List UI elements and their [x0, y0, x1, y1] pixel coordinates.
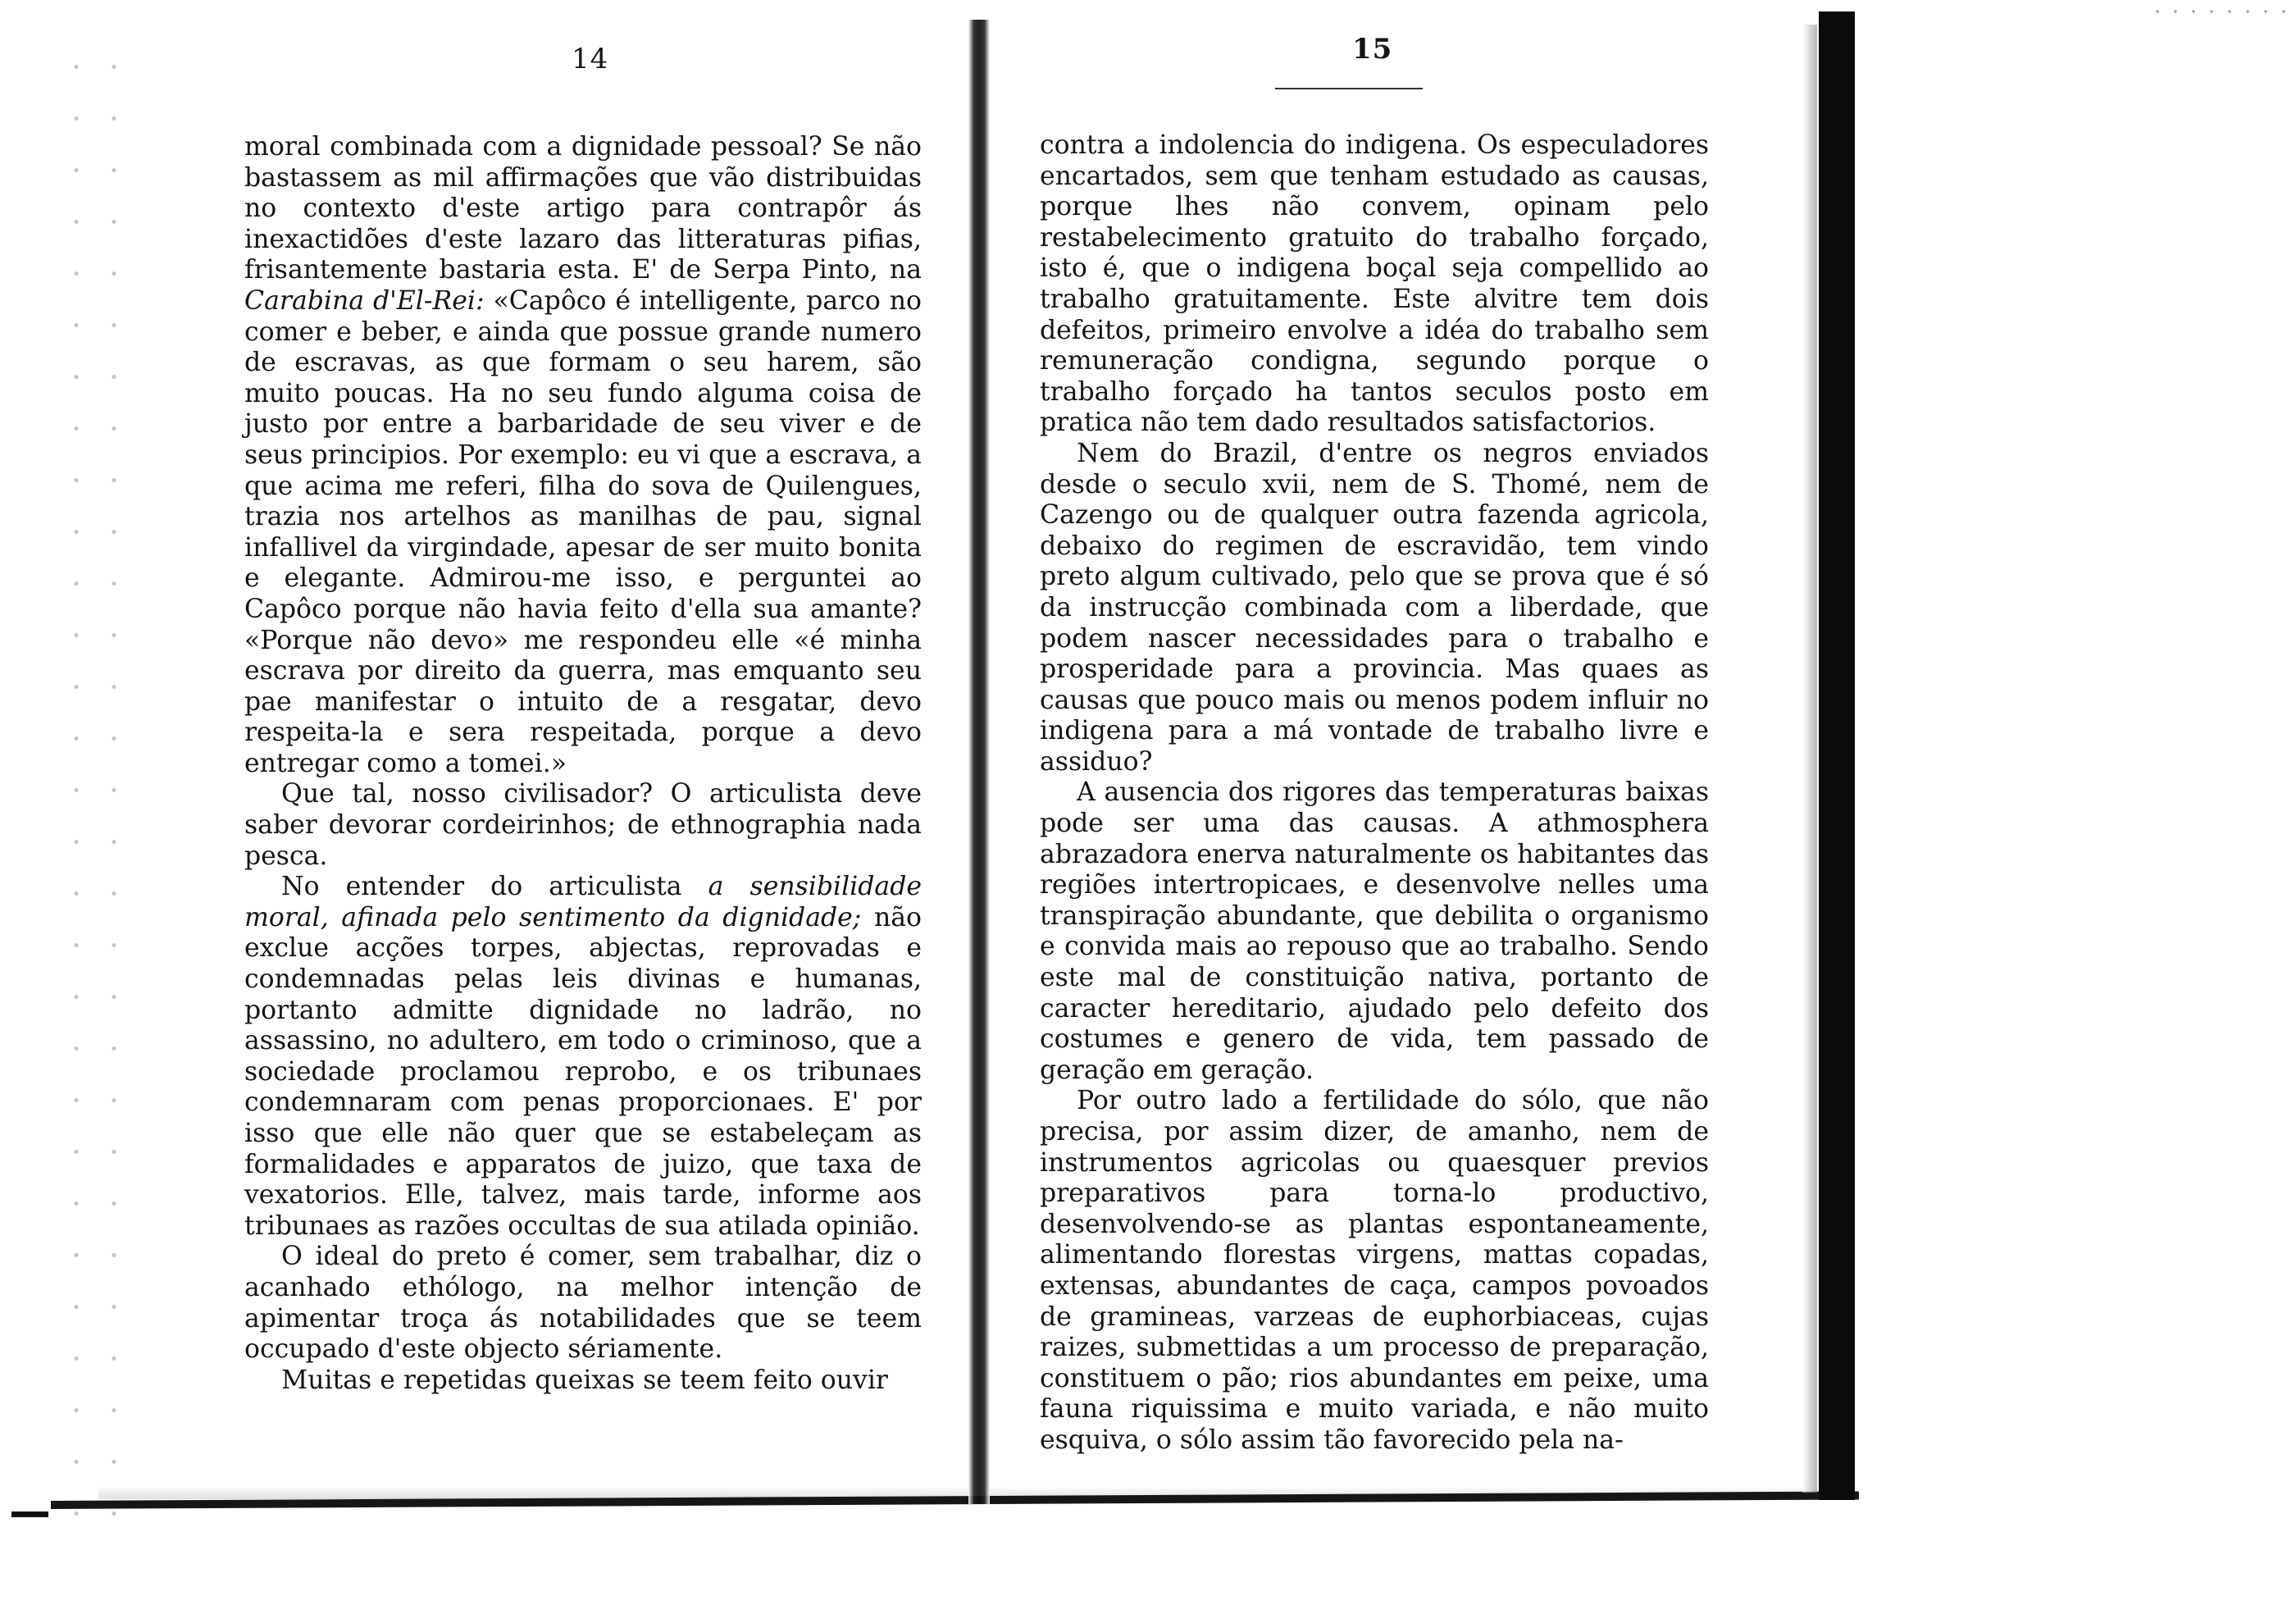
book-title: Carabina d'El-Rei:	[244, 285, 485, 316]
paragraph: O ideal do preto é comer, sem trabalhar, diz o acanhado ethólogo, na melhor intenção de apimentar troça ás notabilidades que se teem occupado d'este objecto sériamente.	[244, 1242, 922, 1365]
scan-edge-marks	[57, 41, 148, 1517]
paragraph: No entender do articulista a sensibilidade moral, afinada pelo sentimento da dignidade; não exclue acções torpes, abjectas, reprovadas e condemnadas pelas leis divinas e humanas, portanto admitte dignidade no ladrão, no assassino, no adultero, em todo o criminoso, que a sociedade proclamou reprobo, e os tribunaes condemnaram com penas proporcionaes. E' por isso que elle não quer que se estabeleçam as formalidades e apparatos de juizo, que taxa de vexatorios. Elle, talvez, mais tarde, informe aos tribunaes as razões occultas de sua atilada opinião.	[244, 872, 922, 1241]
page-edge-shadow	[1802, 25, 1817, 1493]
page-right-edge	[1819, 11, 1855, 1500]
page-number-left: 14	[572, 43, 609, 75]
paragraph: Nem do Brazil, d'entre os negros enviados desde o seculo xvii, nem de S. Thomé, nem de Cazengo ou de qualquer outra fazenda agricola, debaixo do regimen de escravidão, tem vindo preto algum cultivado, pelo que se prova que é só da instrucção combinada com a liberdade, que podem nascer necessidades para o trabalho e prosperidade para a provincia. Mas quaes as causas que pouco mais ou menos podem influir no indigena para a má vontade de trabalho livre e assiduo?	[1040, 438, 1709, 777]
paragraph: Muitas e repetidas queixas se teem feito ouvir	[281, 1365, 888, 1395]
paragraph: Por outro lado a fertilidade do sólo, que não precisa, por assim dizer, de amanho, nem de instrumentos agricolas ou quaesquer previos preparativos para torna-lo productivo, desenvolvendo-se as plantas espontaneamente, alimentando florestas virgens, mattas copadas, extensas, abundantes de caça, campos povoados de gramineas, varzeas de euphorbiaceas, cujas raizes, submettidas a um processo de preparação, constituem o pão; rios abundantes em peixe, uma fauna riquissima e muito variada, e não muito esquiva, o sólo assim tão favorecido pela na-	[1040, 1086, 1709, 1455]
paragraph: moral combinada com a dignidade pessoal? Se não bastassem as mil affirmações que vão distribuidas no contexto d'este artigo para contrapôr ás inexactidões d'este lazaro das litteraturas pifias, frisantemente bastaria esta. E' de Serpa Pinto, na Carabina d'El-Rei: «Capôco é intelligente, parco no comer e beber, e ainda que possue grande numero de escravas, as que formam o seu harem, são muito poucas. Ha no seu fundo alguma coisa de justo por entre a barbaridade de seu viver e de seus principios. Por exemplo: eu vi que a escrava, a que acima me referi, filha do sova de Quilengues, trazia nos artelhos as manilhas de pau, signal infallivel da virgindade, apesar de ser muito bonita e elegante. Admirou-me isso, e perguntei ao Capôco porque não havia feito d'ella sua amante? «Porque não devo» me respondeu elle «é minha escrava por direito da guerra, mas emquanto seu pae manifestar o intuito de a resgatar, devo respeita-la e sera respeitada, porque a devo entregar como a tomei.»	[244, 132, 922, 778]
header-rule	[1275, 88, 1423, 89]
right-page-text	[1040, 130, 1709, 1457]
left-page-text	[244, 132, 922, 1396]
book-gutter	[968, 20, 990, 1504]
scan-noise	[2148, 8, 2296, 15]
scan-mark	[11, 1511, 48, 1517]
page-number-right: 15	[1352, 33, 1393, 66]
paragraph: A ausencia dos rigores das temperaturas baixas pode ser uma das causas. A athmosphera abrazadora enerva naturalmente os habitantes das regiões intertropicaes, e desenvolve nelles uma transpiração abundante, que debilita o organismo e convida mais ao repouso que ao trabalho. Sendo este mal de constituição nativa, portanto de caracter hereditario, ajudado pelo defeito dos costumes e genero de vida, tem passado de geração em geração.	[1040, 777, 1709, 1085]
paragraph: Que tal, nosso civilisador? O articulista deve saber devorar cordeirinhos; de ethnographia nada pesca.	[244, 779, 922, 871]
quoted-phrase: a sensibilidade moral, afinada pelo sentimento da dignidade;	[244, 872, 922, 932]
paragraph: contra a indolencia do indigena. Os especuladores encartados, sem que tenham estudado as causas, porque lhes não convem, opinam pelo restabelecimento gratuito do trabalho forçado, isto é, que o indigena boçal seja compellido ao trabalho gratuitamente. Este alvitre tem dois defeitos, primeiro envolve a idéa do trabalho sem remuneração condigna, segundo porque o trabalho forçado ha tantos seculos posto em pratica não tem dado resultados satisfactorios.	[1040, 130, 1709, 438]
